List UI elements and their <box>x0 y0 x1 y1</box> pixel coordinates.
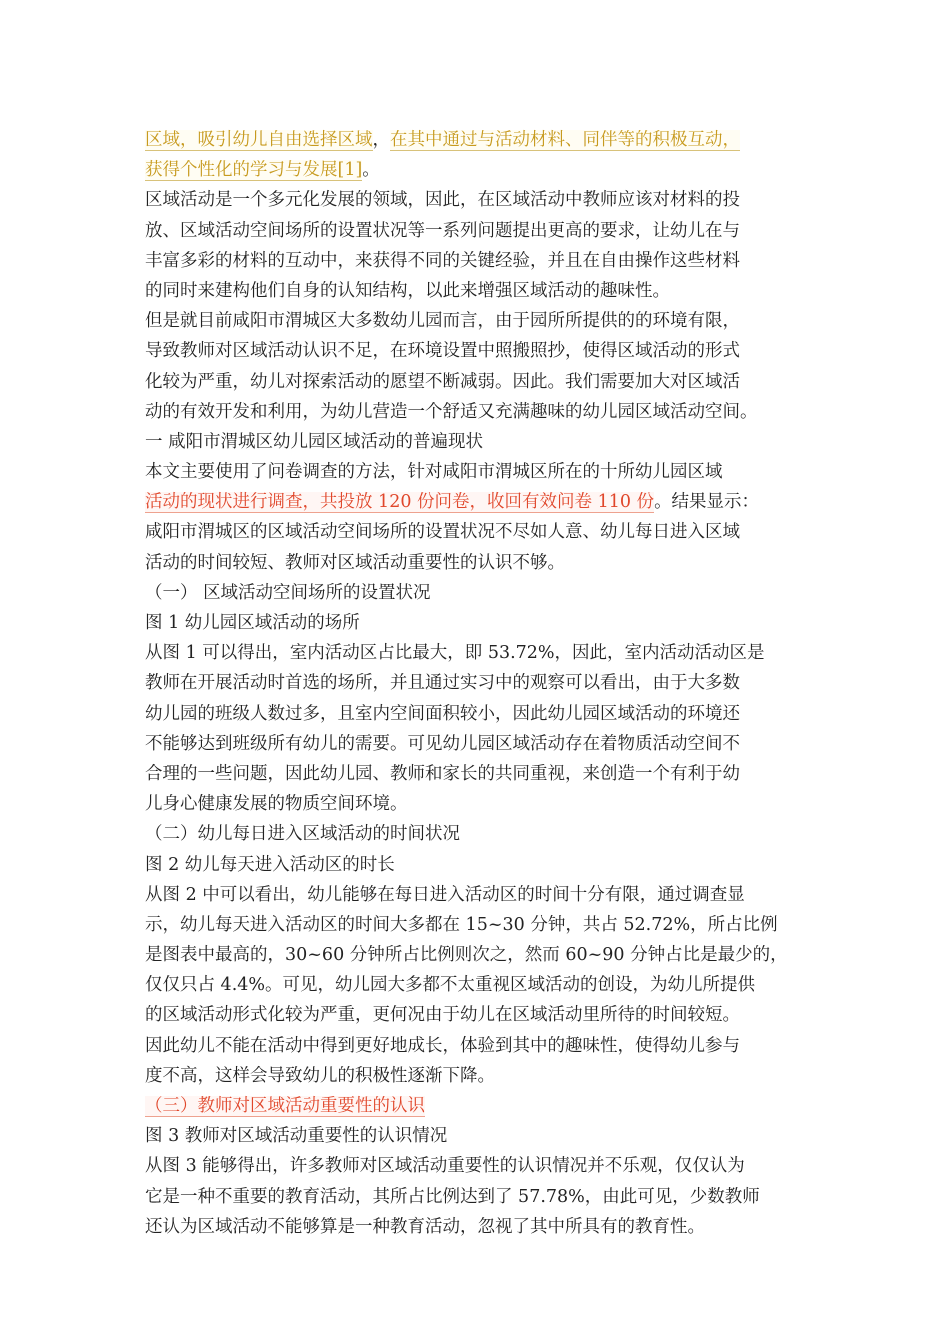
highlighted-text: 在其中通过与活动材料、同伴等的积极互动， <box>390 130 740 150</box>
text-segment: 图 2 幼儿每天进入活动区的时长 <box>145 854 395 875</box>
text-segment: 因此幼儿不能在活动中得到更好地成长，体验到其中的趣味性，使得幼儿参与 <box>145 1035 740 1056</box>
text-line <box>145 819 805 849</box>
text-line <box>145 517 805 547</box>
text-segment: 本文主要使用了问卷调查的方法，针对咸阳市渭城区所在的十所幼儿园区域 <box>145 462 723 483</box>
text-segment: 从图 3 能够得出，许多教师对区域活动重要性的认识情况并不乐观，仅仅认为 <box>145 1156 745 1177</box>
text-line <box>145 638 805 668</box>
text-segment: 。结果显示： <box>654 492 760 513</box>
text-line <box>145 1182 805 1212</box>
text-line <box>145 880 805 910</box>
highlighted-text: 区域，吸引幼儿自由选择区域 <box>145 130 373 150</box>
text-segment: 的区域活动形式化较为严重，更何况由于幼儿在区域活动里所待的时间较短。 <box>145 1005 740 1026</box>
text-segment: 是图表中最高的，30~60 分钟所占比例则次之，然而 60~90 分钟占比是最少的， <box>145 945 788 966</box>
text-segment: 还认为区域活动不能够算是一种教育活动，忽视了其中所具有的教育性。 <box>145 1216 705 1237</box>
text-line <box>145 367 805 397</box>
text-segment: 区域活动是一个多元化发展的领域，因此，在区域活动中教师应该对材料的投 <box>145 190 740 211</box>
text-segment: 幼儿园的班级人数过多，且室内空间面积较小，因此幼儿园区域活动的环境还 <box>145 703 740 724</box>
text-segment: 动的有效开发和利用，为幼儿营造一个舒适又充满趣味的幼儿园区域活动空间。 <box>145 401 758 422</box>
text-line <box>145 487 805 517</box>
text-segment: 导致教师对区域活动认识不足，在环境设置中照搬照抄，使得区域活动的形式 <box>145 341 740 362</box>
text-segment: 的同时来建构他们自身的认知结构，以此来增强区域活动的趣味性。 <box>145 280 670 301</box>
text-line <box>145 970 805 1000</box>
text-segment: 度不高，这样会导致幼儿的积极性逐渐下降。 <box>145 1065 495 1086</box>
text-segment: ， <box>372 130 390 150</box>
text-segment: 它是一种不重要的教育活动，其所占比例达到了 57.78%，由此可见，少数教师 <box>145 1186 760 1207</box>
text-segment: 儿身心健康发展的物质空间环境。 <box>145 794 408 815</box>
highlighted-text: （三）教师对区域活动重要性的认识 <box>145 1096 425 1116</box>
text-line <box>145 427 805 457</box>
text-segment: 示，幼儿每天进入活动区的时间大多都在 15~30 分钟，共占 52.72%，所占比例 <box>145 914 778 935</box>
text-segment: 教师在开展活动时首选的场所，并且通过实习中的观察可以看出，由于大多数 <box>145 673 740 694</box>
text-line <box>145 276 805 306</box>
text-line <box>145 910 805 940</box>
text-segment: 化较为严重，幼儿对探索活动的愿望不断减弱。因此。我们需要加大对区域活 <box>145 371 740 392</box>
text-segment: 图 3 教师对区域活动重要性的认识情况 <box>145 1126 448 1147</box>
text-segment: 丰富多彩的材料的互动中，来获得不同的关键经验，并且在自由操作这些材料 <box>145 250 740 271</box>
text-line <box>145 457 805 487</box>
text-line <box>145 789 805 819</box>
text-line <box>145 397 805 427</box>
text-line <box>145 1000 805 1030</box>
text-segment: 咸阳市渭城区的区域活动空间场所的设置状况不尽如人意、幼儿每日进入区域 <box>145 522 740 543</box>
text-segment: 仅仅只占 4.4%。可见，幼儿园大多都不太重视区域活动的创设，为幼儿所提供 <box>145 975 756 996</box>
text-segment: 但是就目前咸阳市渭城区大多数幼儿园而言，由于园所所提供的的环境有限， <box>145 311 740 332</box>
text-line <box>145 1151 805 1181</box>
text-line <box>145 729 805 759</box>
text-line <box>145 336 805 366</box>
text-line <box>145 1061 805 1091</box>
text-line <box>145 759 805 789</box>
highlighted-text: 获得个性化的学习与发展[1] <box>145 160 363 181</box>
text-line <box>145 1212 805 1242</box>
text-line <box>145 608 805 638</box>
text-segment: 活动的时间较短、教师对区域活动重要性的认识不够。 <box>145 552 565 573</box>
text-line <box>145 246 805 276</box>
text-segment: 从图 2 中可以看出，幼儿能够在每日进入活动区的时间十分有限，通过调查显 <box>145 884 745 905</box>
text-segment: 从图 1 可以得出，室内活动区占比最大，即 53.72%，因此，室内活动活动区是 <box>145 643 765 664</box>
text-segment: 。 <box>362 160 380 181</box>
text-segment: （一） 区域活动空间场所的设置状况 <box>145 582 431 603</box>
text-line <box>145 155 805 185</box>
text-segment: 一 咸阳市渭城区幼儿园区域活动的普遍现状 <box>145 431 484 452</box>
text-line <box>145 850 805 880</box>
text-line <box>145 940 805 970</box>
text-segment: （二）幼儿每日进入区域活动的时间状况 <box>145 824 460 845</box>
text-line <box>145 306 805 336</box>
highlighted-text: 活动的现状进行调查，共投放 120 份问卷，收回有效问卷 110 份 <box>145 492 655 513</box>
text-line <box>145 1031 805 1061</box>
text-line <box>145 216 805 246</box>
text-segment: 图 1 幼儿园区域活动的场所 <box>145 613 360 633</box>
text-segment: 合理的一些问题，因此幼儿园、教师和家长的共同重视，来创造一个有利于幼 <box>145 763 740 784</box>
text-line <box>145 1091 805 1121</box>
text-segment: 不能够达到班级所有幼儿的需要。可见幼儿园区域活动存在着物质活动空间不 <box>145 733 740 754</box>
text-line <box>145 125 805 155</box>
text-line <box>145 699 805 729</box>
document-body <box>145 125 805 1242</box>
text-line <box>145 548 805 578</box>
text-segment: 放、区域活动空间场所的设置状况等一系列问题提出更高的要求，让幼儿在与 <box>145 220 740 241</box>
text-line <box>145 1121 805 1151</box>
text-line <box>145 578 805 608</box>
text-line <box>145 668 805 698</box>
text-line <box>145 185 805 215</box>
